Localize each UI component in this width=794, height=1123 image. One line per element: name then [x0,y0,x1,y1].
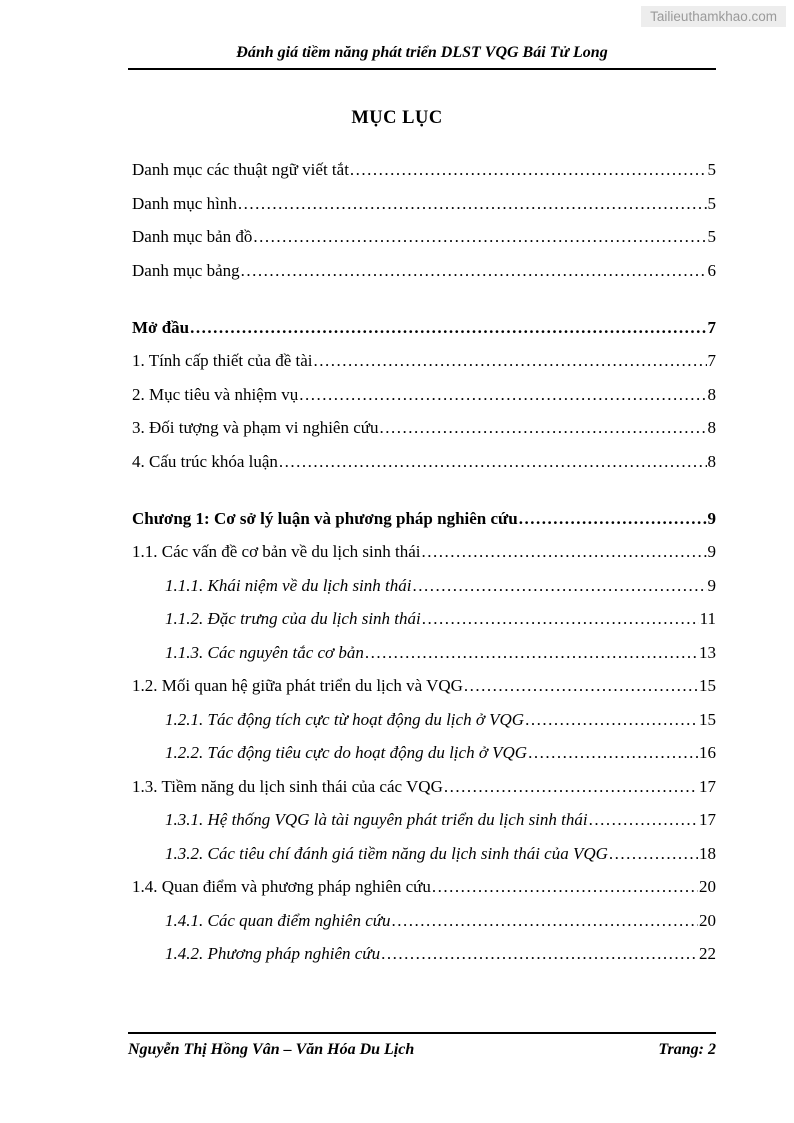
toc-entry [165,575,716,596]
toc-entry-page: 11 [699,609,716,628]
toc-entry-label: 1.1.1. Khái niệm về du lịch sinh thái [165,575,412,595]
toc-entry-label: 1.4.1. Các quan điểm nghiên cứu [165,910,391,930]
toc-entry-label: 2. Mục tiêu và nhiệm vụ [132,384,299,404]
toc-entry [132,776,716,797]
toc-dot-leader [519,508,707,529]
toc-dot-leader [421,541,706,562]
toc-entry-page: 5 [707,193,716,213]
toc-entry [165,910,716,931]
footer-page-number: Trang: 2 [658,1041,716,1058]
toc-dot-leader [432,876,698,897]
toc-entry [165,709,716,730]
toc-entry [165,843,716,864]
toc-dot-leader [525,709,698,730]
toc-entry-label: 1.2. Mối quan hệ giữa phát triển du lịch và VQG [132,676,463,695]
toc-dot-leader [381,943,698,964]
toc-dot-leader [422,608,699,629]
toc-entry-page: 5 [707,160,716,179]
toc-entry-label: 1.3.1. Hệ thống VQG là tài nguyên phát triển du lịch sinh thái [165,810,588,829]
toc-dot-leader [589,809,698,830]
toc-dot-leader [238,193,707,214]
toc-entry-page: 9 [707,542,716,561]
toc-dot-leader [241,260,707,281]
toc-entry [132,350,716,371]
toc-entry-label: 1.4.2. Phương pháp nghiên cứu [165,944,381,963]
toc-entry-page: 5 [707,227,716,246]
table-of-contents [132,159,716,964]
toc-entry-label: Danh mục hình [132,193,237,213]
toc-entry-label: 1.1. Các vấn đề cơ bản về du lịch sinh thái [132,542,421,561]
toc-entry [132,876,716,897]
toc-dot-leader [528,742,698,763]
toc-entry [132,541,716,562]
toc-entry [165,642,716,663]
toc-entry-label: Chương 1: Cơ sở lý luận và phương pháp nghiên cứu [132,508,518,528]
toc-entry-label: Danh mục các thuật ngữ viết tắt [132,160,349,179]
toc-entry-page: 18 [699,843,716,863]
toc-entry-label: Danh mục bản đồ [132,227,253,246]
toc-entry [132,675,716,696]
page-title: MỤC LỤC [351,108,443,128]
toc-dot-leader [464,675,698,696]
toc-entry [165,809,716,830]
toc-entry [132,508,716,529]
toc-entry-page: 9 [707,575,716,595]
toc-dot-leader [609,843,698,864]
toc-entry [132,317,716,338]
toc-entry-label: Mở đầu [132,317,190,337]
toc-entry-label: 3. Đối tượng và phạm vi nghiên cứu [132,418,379,437]
toc-dot-leader [365,642,698,663]
header-title: Đánh giá tiềm năng phát triển DLST VQG Bái Tử Long [236,44,608,61]
toc-entry-page: 20 [699,877,716,896]
toc-entry-label: 1.2.2. Tác động tiêu cực do hoạt động du lịch ở VQG [165,743,528,762]
toc-entry [165,608,716,629]
toc-entry-label: Danh mục bảng [132,260,240,280]
toc-entry [132,451,716,472]
toc-entry-page: 9 [707,508,716,528]
toc-dot-leader [190,317,706,338]
toc-dot-leader [279,451,707,472]
toc-entry-label: 1. Tính cấp thiết của đề tài [132,351,313,370]
toc-dot-leader [412,575,706,596]
watermark: Tailieuthamkhao.com [641,6,786,27]
toc-entry-label: 1.3.2. Các tiêu chí đánh giá tiềm năng du lịch sinh thái của VQG [165,843,608,863]
toc-entry-label: 1.3. Tiềm năng du lịch sinh thái của các VQG [132,776,443,796]
toc-dot-leader [444,776,698,797]
toc-entry-page: 16 [699,743,716,762]
toc-entry-page: 8 [707,384,716,404]
toc-entry-label: 4. Cấu trúc khóa luận [132,451,278,471]
toc-entry-page: 6 [707,260,716,280]
toc-dot-leader [392,910,698,931]
toc-entry-page: 8 [707,451,716,471]
toc-entry [132,384,716,405]
toc-entry-page: 17 [699,776,716,796]
toc-entry-page: 7 [707,351,716,370]
toc-entry [132,159,716,180]
toc-entry-page: 15 [699,709,716,729]
toc-dot-leader [380,417,707,438]
toc-entry-page: 13 [699,642,716,662]
toc-dot-leader [350,159,707,180]
page-header [128,0,716,70]
toc-entry [132,226,716,247]
page-footer [128,1032,716,1059]
toc-entry [165,742,716,763]
toc-entry-label: 1.1.2. Đặc trưng của du lịch sinh thái [165,609,421,628]
toc-entry [132,417,716,438]
toc-entry-page: 22 [699,944,716,963]
toc-entry-page: 7 [707,317,716,337]
toc-entry-page: 15 [699,676,716,695]
toc-entry-page: 17 [699,810,716,829]
toc-dot-leader [313,350,706,371]
toc-entry [132,260,716,281]
toc-entry-page: 20 [699,910,716,930]
toc-dot-leader [299,384,706,405]
toc-entry-page: 8 [707,418,716,437]
toc-entry [165,943,716,964]
toc-entry-label: 1.2.1. Tác động tích cực từ hoạt động du lịch ở VQG [165,709,525,729]
toc-dot-leader [253,226,706,247]
toc-entry-label: 1.1.3. Các nguyên tắc cơ bản [165,642,364,662]
footer-author: Nguyễn Thị Hồng Vân – Văn Hóa Du Lịch [128,1041,415,1058]
toc-entry-label: 1.4. Quan điểm và phương pháp nghiên cứu [132,877,431,896]
toc-entry [132,193,716,214]
